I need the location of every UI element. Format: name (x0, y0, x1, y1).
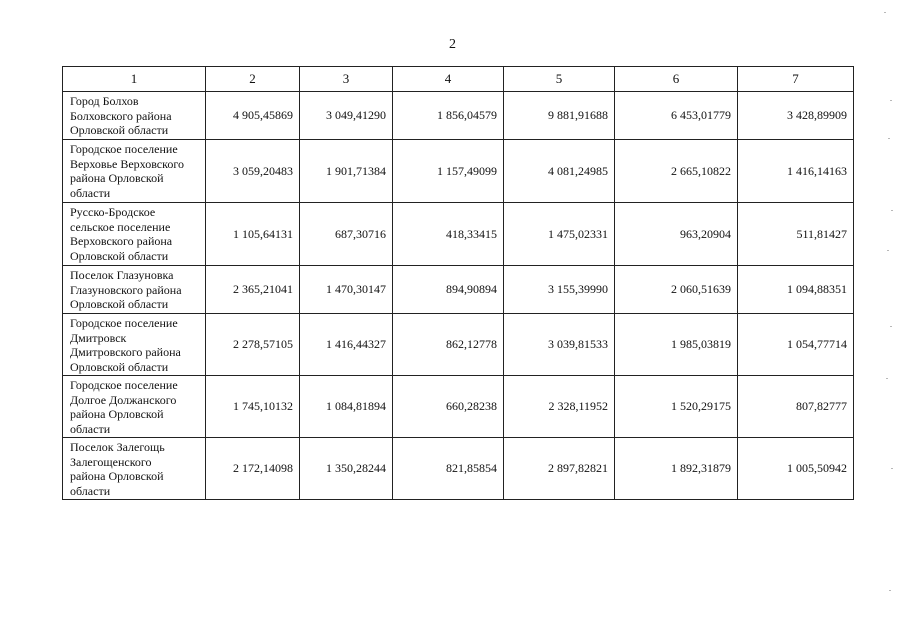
row-name-cell (63, 203, 206, 266)
column-header: 2 (206, 67, 300, 92)
scan-speck (887, 250, 889, 251)
value-cell: 807,82777 (738, 376, 854, 438)
column-header: 7 (738, 67, 854, 92)
scan-speck (886, 378, 888, 379)
scan-speck (888, 138, 890, 139)
value-cell: 862,12778 (393, 314, 504, 376)
row-name-line: Поселок Залегощь (70, 440, 165, 454)
row-name-line: Город Болхов (70, 94, 139, 108)
value-cell: 1 416,44327 (300, 314, 393, 376)
row-name-line: области (70, 185, 111, 200)
value-cell: 418,33415 (393, 203, 504, 266)
row-name-line: Поселок Глазуновка (70, 268, 174, 282)
value-cell: 1 084,81894 (300, 376, 393, 438)
row-name-line: Городское поселение (70, 142, 178, 156)
value-cell: 1 892,31879 (615, 438, 738, 500)
value-cell: 821,85854 (393, 438, 504, 500)
row-name-line: Орловской области (70, 123, 169, 137)
row-name-cell (63, 376, 206, 438)
table-row (63, 203, 854, 266)
value-cell: 1 105,64131 (206, 203, 300, 266)
value-cell: 1 520,29175 (615, 376, 738, 438)
row-name-cell (63, 266, 206, 314)
scan-speck (890, 326, 892, 327)
column-header: 5 (504, 67, 615, 92)
value-cell: 963,20904 (615, 203, 738, 266)
table-row (63, 376, 854, 438)
value-cell: 1 157,49099 (393, 140, 504, 203)
row-name-line: Русско-Бродское (70, 205, 156, 219)
value-cell: 894,90894 (393, 266, 504, 314)
row-name-line: Орловской области (70, 297, 169, 311)
column-header: 3 (300, 67, 393, 92)
column-header: 6 (615, 67, 738, 92)
row-name-line: района Орловской (70, 469, 164, 483)
value-cell: 1 470,30147 (300, 266, 393, 314)
scan-speck (890, 100, 892, 101)
value-cell: 2 665,10822 (615, 140, 738, 203)
row-name-line: Городское поселение (70, 316, 178, 330)
value-cell: 687,30716 (300, 203, 393, 266)
value-cell: 3 039,81533 (504, 314, 615, 376)
value-cell: 1 475,02331 (504, 203, 615, 266)
value-cell: 1 094,88351 (738, 266, 854, 314)
row-name-line: Орловской области (70, 248, 169, 263)
row-name-cell (63, 314, 206, 376)
value-cell: 3 049,41290 (300, 92, 393, 140)
row-name-line: Дмитровского района (70, 345, 181, 359)
row-name-line: Городское поселение (70, 378, 178, 392)
value-cell: 2 365,21041 (206, 266, 300, 314)
table-row (63, 92, 854, 140)
header-row (63, 67, 854, 92)
value-cell: 1 985,03819 (615, 314, 738, 376)
value-cell: 1 416,14163 (738, 140, 854, 203)
row-name-cell (63, 438, 206, 500)
table-row (63, 266, 854, 314)
row-name-line: Глазуновского района (70, 282, 182, 297)
value-cell: 3 155,39990 (504, 266, 615, 314)
value-cell: 660,28238 (393, 376, 504, 438)
row-name-cell (63, 92, 206, 140)
column-header: 1 (63, 67, 206, 92)
value-cell: 9 881,91688 (504, 92, 615, 140)
scan-speck (891, 210, 893, 211)
row-name-line: области (70, 421, 111, 436)
row-name-cell (63, 140, 206, 203)
value-cell: 511,81427 (738, 203, 854, 266)
value-cell: 1 054,77714 (738, 314, 854, 376)
column-header: 4 (393, 67, 504, 92)
data-table (62, 66, 854, 500)
scan-speck (891, 468, 893, 469)
value-cell: 6 453,01779 (615, 92, 738, 140)
scan-speck (884, 12, 886, 13)
row-name-line: Залегощенского (70, 454, 152, 469)
table-row (63, 314, 854, 376)
value-cell: 4 905,45869 (206, 92, 300, 140)
row-name-line: сельское поселение (70, 219, 171, 234)
value-cell: 1 901,71384 (300, 140, 393, 203)
row-name-line: района Орловской (70, 171, 164, 185)
value-cell: 1 005,50942 (738, 438, 854, 500)
row-name-line: Дмитровск (70, 330, 127, 345)
value-cell: 2 328,11952 (504, 376, 615, 438)
page-number: 2 (449, 37, 456, 52)
value-cell: 3 059,20483 (206, 140, 300, 203)
row-name-line: Долгое Должанского (70, 392, 177, 407)
value-cell: 1 856,04579 (393, 92, 504, 140)
row-name-line: района Орловской (70, 407, 164, 421)
value-cell: 2 897,82821 (504, 438, 615, 500)
value-cell: 1 745,10132 (206, 376, 300, 438)
scan-speck (889, 590, 891, 591)
value-cell: 1 350,28244 (300, 438, 393, 500)
value-cell: 3 428,89909 (738, 92, 854, 140)
row-name-line: Орловской области (70, 359, 169, 374)
row-name-line: Болховского района (70, 108, 172, 123)
row-name-line: области (70, 483, 111, 498)
row-name-line: Верховье Верховского (70, 156, 184, 171)
row-name-line: Верховского района (70, 234, 173, 248)
value-cell: 4 081,24985 (504, 140, 615, 203)
value-cell: 2 278,57105 (206, 314, 300, 376)
value-cell: 2 172,14098 (206, 438, 300, 500)
table-row (63, 140, 854, 203)
table-row (63, 438, 854, 500)
value-cell: 2 060,51639 (615, 266, 738, 314)
